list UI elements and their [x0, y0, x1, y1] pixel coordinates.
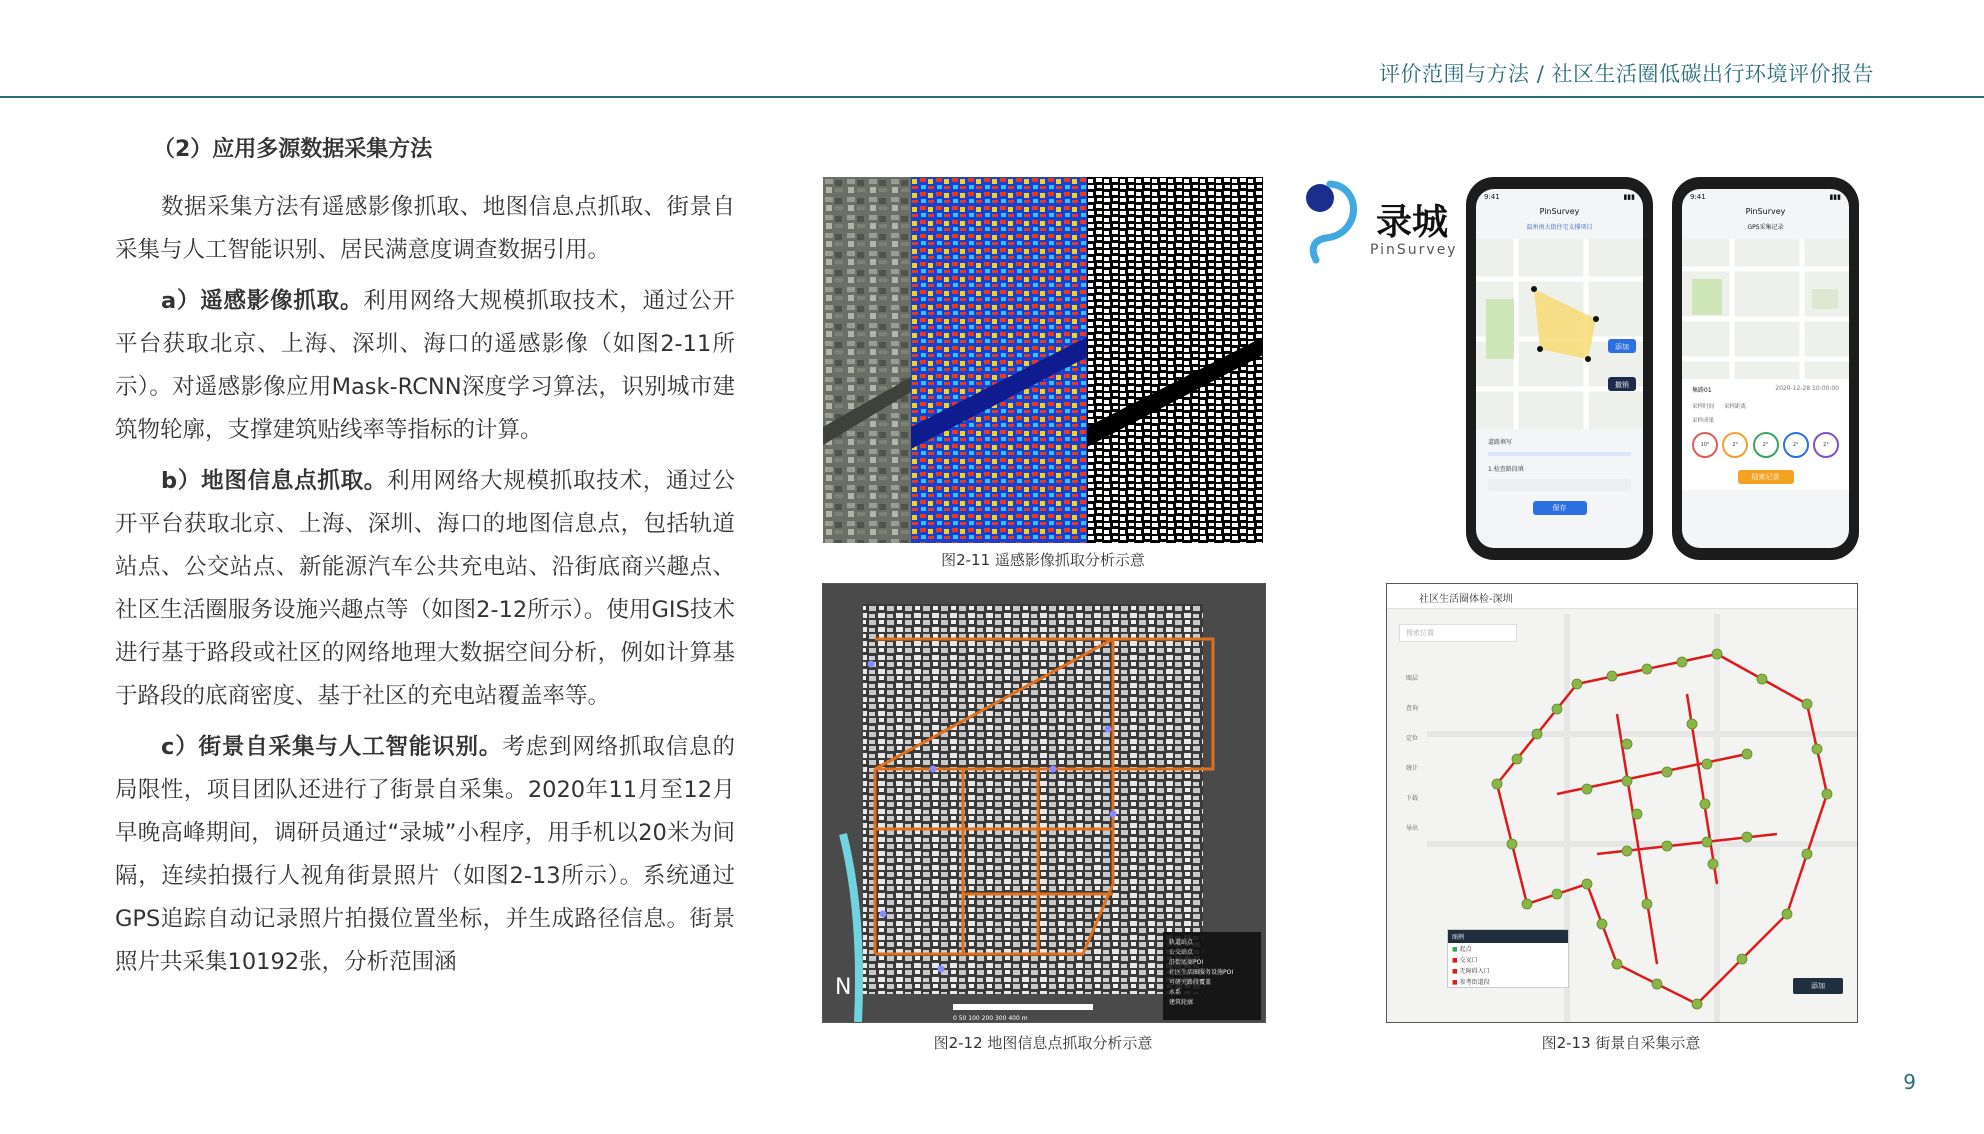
- result-circle: 2°: [1783, 432, 1809, 458]
- app-title: PinSurvey: [1539, 207, 1580, 216]
- record-date: 2020-12-28 10:00:00: [1775, 385, 1839, 392]
- remote-sensing-image: [823, 177, 1263, 543]
- paragraph-b-title: b）地图信息点抓取。: [161, 468, 388, 494]
- legend-item: ■ 起点: [1452, 946, 1472, 953]
- legend-item-label: 交叉口: [1459, 957, 1478, 964]
- result-circles: [1692, 432, 1839, 458]
- phone-mockup-2: [1672, 177, 1859, 560]
- legend-item: 公交站点: [1169, 949, 1194, 956]
- sv-tool-layers[interactable]: 图层: [1405, 675, 1418, 682]
- result-circle: 10°: [1692, 432, 1718, 458]
- add-button-text[interactable]: 添加: [1615, 343, 1629, 351]
- paragraph-c-text: 考虑到网络抓取信息的局限性，项目团队还进行了街景自采集。2020年11月至12月早晚高峰期间，调研员通过“录城”小程序，用手机以20米为间隔，连续拍摄行人视角街景照片（如图2-13所示）。系统通过GPS追踪自动记录照片拍摄位置坐标，并生成路径信息。街景照片共采集10192张，分析范围涵: [115, 734, 735, 975]
- street-view-figure: [1386, 583, 1858, 1023]
- map-scale-bar: 0 50 100 200 300 400 m: [953, 1015, 1028, 1022]
- poi-map-figure: [822, 583, 1266, 1023]
- page-header: [0, 0, 1984, 98]
- sv-tool-query[interactable]: 查询: [1405, 705, 1418, 712]
- result-circle: 2°: [1722, 432, 1748, 458]
- body-text: [115, 118, 735, 992]
- result-circle: 2°: [1813, 432, 1839, 458]
- legend-item-label: 起点: [1459, 946, 1472, 953]
- figure-caption-2-13: 图2-13 街景自采集示意: [1541, 1034, 1701, 1052]
- legend-item: ■ 参考街道段: [1452, 979, 1490, 986]
- legend-item: 社区生活圈服务设施POI: [1169, 969, 1234, 976]
- app-title: PinSurvey: [1745, 207, 1786, 216]
- remote-sensing-figure: [823, 177, 1263, 543]
- status-icons: ▮▮▮: [1829, 193, 1841, 201]
- pinsurvey-logo: [1300, 176, 1470, 266]
- phone-screen-2: [1682, 189, 1849, 548]
- legend-item-label: 参考街道段: [1459, 979, 1490, 986]
- sv-tool-download[interactable]: 下载: [1405, 795, 1418, 802]
- intro-paragraph: 数据采集方法有遥感影像抓取、地图信息点抓取、街景自采集与人工智能识别、居民满意度调查数据引用。: [115, 194, 735, 263]
- app-subtitle: GPS采集记录: [1747, 224, 1784, 231]
- status-time: 9:41: [1690, 193, 1706, 201]
- sv-title: 社区生活圈体检-深圳: [1419, 594, 1513, 605]
- sv-legend: [1447, 929, 1569, 988]
- phone-mockup-1: [1466, 177, 1653, 560]
- stat-time: 采样时间: [1692, 404, 1715, 410]
- logo-mark-icon: [1300, 176, 1370, 266]
- figure-caption-2-11: 图2-11 遥感影像抓取分析示意: [941, 551, 1145, 569]
- legend-item: 可研究路段覆盖: [1169, 979, 1212, 986]
- paragraph-c-title: c）街景自采集与人工智能识别。: [161, 734, 503, 760]
- result-circle: 2°: [1753, 432, 1779, 458]
- status-icons: ▮▮▮: [1623, 193, 1635, 201]
- legend-item: ■ 交叉口: [1452, 957, 1478, 964]
- text-input[interactable]: [1488, 479, 1631, 491]
- form-field-2: 1.检查路段填: [1488, 466, 1524, 473]
- phone2-map[interactable]: [1682, 239, 1849, 379]
- section-heading: （2）应用多源数据采集方法: [153, 137, 433, 162]
- figure-caption-2-12: 图2-12 地图信息点抓取分析示意: [933, 1034, 1153, 1052]
- legend-item: 水系: [1169, 989, 1182, 996]
- paragraph-b: [115, 460, 735, 718]
- legend-item: 轨道站点: [1169, 939, 1194, 946]
- legend-item-label: 无障碍入口: [1459, 968, 1490, 975]
- record-panel: [1682, 379, 1849, 490]
- paragraph-a-text: 利用网络大规模抓取技术，通过公开平台获取北京、上海、深圳、海口的遥感影像（如图2-11所示）。对遥感影像应用Mask-RCNN深度学习算法，识别城市建筑物轮廓，支撑建筑贴线率等指标的计算。: [115, 288, 735, 443]
- sv-tool-stats[interactable]: 统计: [1405, 765, 1418, 772]
- undo-button-text[interactable]: 撤销: [1615, 381, 1629, 389]
- sv-search-input[interactable]: 搜索位置: [1399, 624, 1517, 642]
- sv-legend-title: 图例: [1448, 930, 1568, 943]
- legend-item: 建筑轮廓: [1169, 999, 1194, 1006]
- paragraph-a: [115, 280, 735, 452]
- north-arrow-icon: N: [835, 975, 852, 1000]
- logo-subtext: PinSurvey: [1370, 242, 1458, 258]
- phone-screen-1: [1476, 189, 1643, 548]
- end-record-button[interactable]: 结束记录: [1738, 470, 1794, 484]
- progress-bar: [1488, 452, 1631, 456]
- legend-item: ■ 无障碍入口: [1452, 968, 1490, 975]
- paragraph-a-title: a）遥感影像抓取。: [161, 288, 364, 314]
- sv-add-button[interactable]: 添加: [1793, 978, 1843, 994]
- phone1-map[interactable]: [1476, 239, 1643, 429]
- form-field-1: 道路填写: [1488, 439, 1513, 446]
- record-name: 集路01: [1692, 387, 1712, 394]
- paragraph-c: [115, 726, 735, 984]
- page-number: 9: [1903, 1070, 1916, 1094]
- map-legend: [1169, 938, 1261, 1008]
- breadcrumb: 评价范围与方法 / 社区生活圈低碳出行环境评价报告: [1379, 62, 1874, 86]
- stat-distance: 采样距离: [1724, 404, 1747, 410]
- app-subtitle: 温州南大街住宅支撑项目: [1526, 224, 1593, 231]
- stat-result: 采样成果: [1692, 418, 1715, 424]
- legend-item: 沿街底商POI: [1169, 959, 1204, 966]
- save-button[interactable]: 保存: [1533, 501, 1587, 515]
- logo-text: 录城: [1376, 202, 1449, 243]
- paragraph-b-text: 利用网络大规模抓取技术，通过公开平台获取北京、上海、深圳、海口的地图信息点，包括轨道站点、公交站点、新能源汽车公共充电站、沿街底商兴趣点、社区生活圈服务设施兴趣点等（如图2-12所示）。使用GIS技术进行基于路段或社区的网络地理大数据空间分析，例如计算基于路段的底商密度、基于社区的充电站覆盖率等。: [115, 468, 735, 709]
- sv-tool-locate[interactable]: 定位: [1405, 735, 1418, 742]
- sv-tool-export[interactable]: 导出: [1405, 825, 1418, 832]
- status-time: 9:41: [1484, 193, 1500, 201]
